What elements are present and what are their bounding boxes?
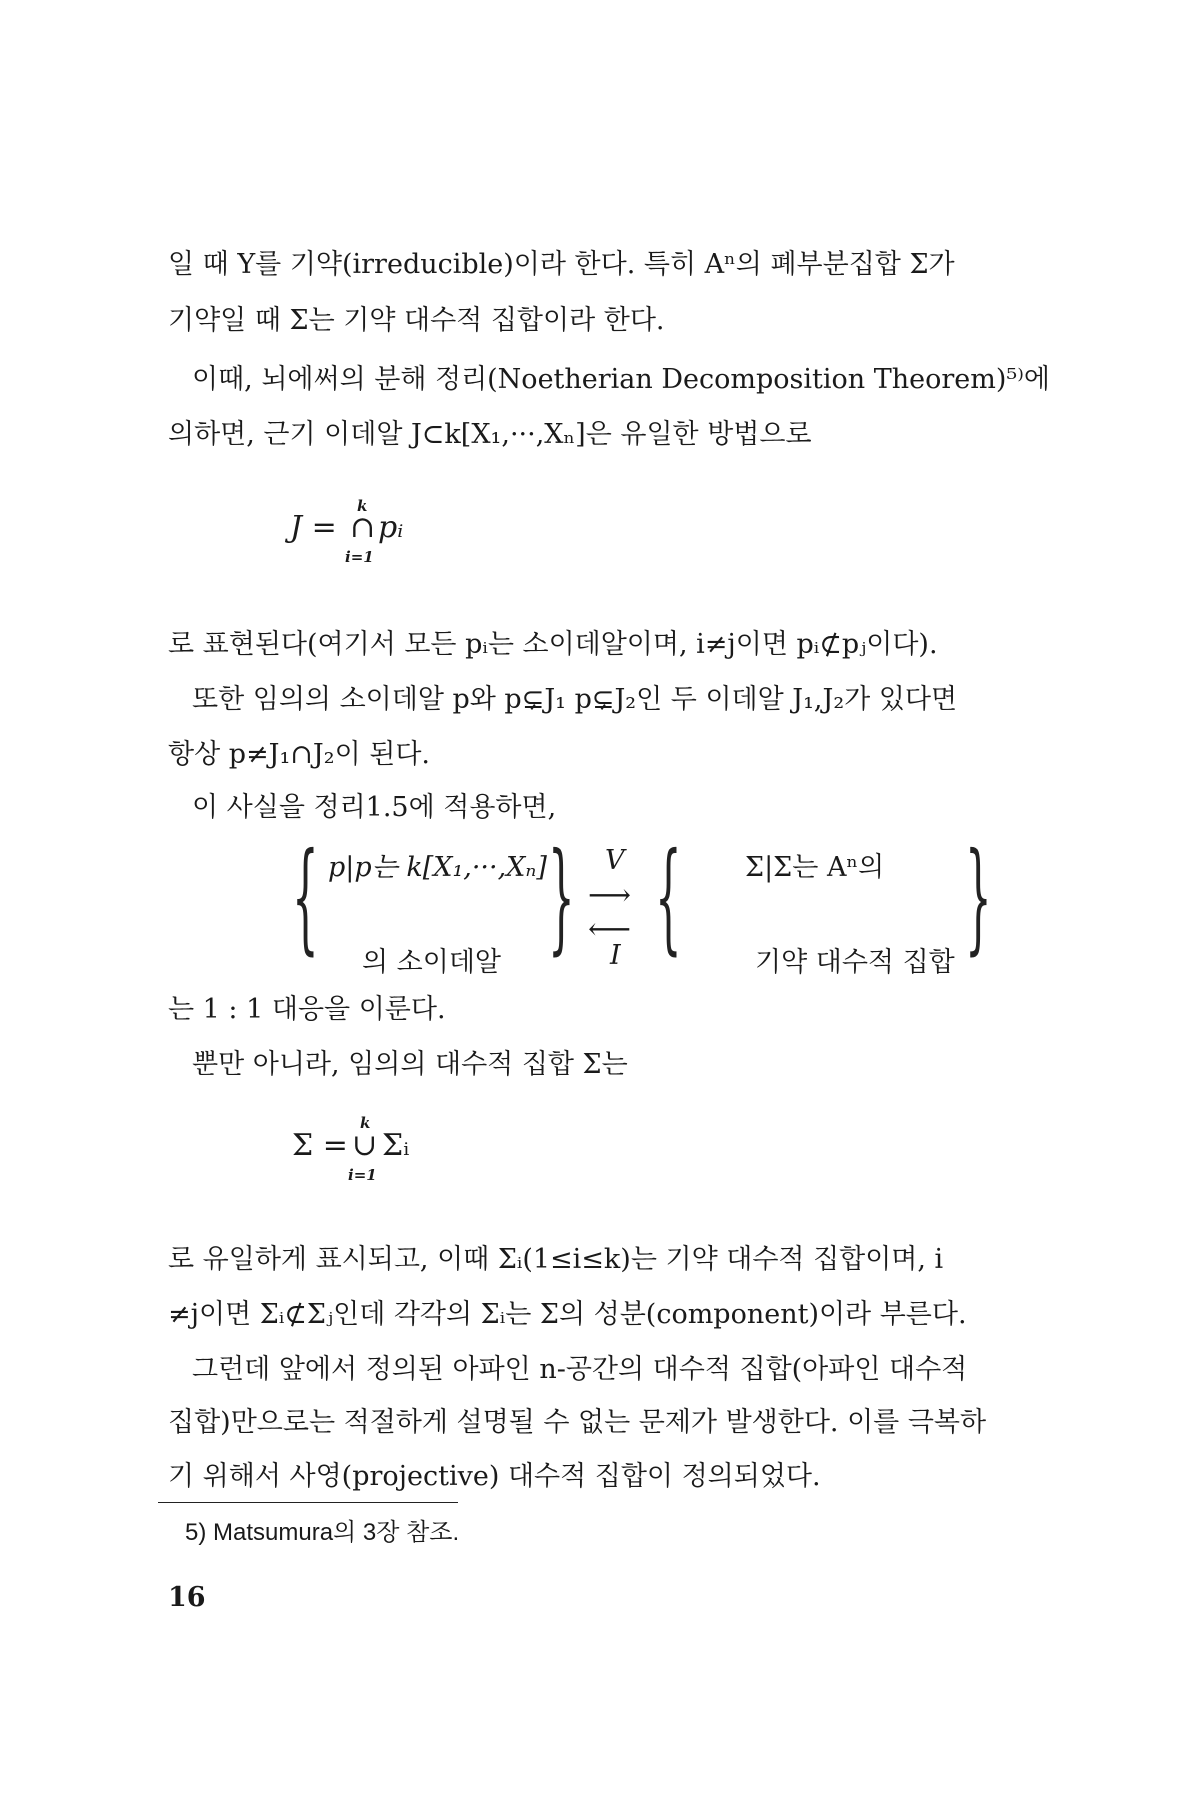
text-line: 로 유일하게 표시되고, 이때 Σᵢ(1≤i≤k)는 기약 대수적 집합이며, i xyxy=(168,1244,944,1275)
text-line: 그런데 앞에서 정의된 아파인 n-공간의 대수적 집합(아파인 대수적 xyxy=(192,1354,968,1385)
text-line: 일 때 Y를 기약(irreducible)이라 한다. 특히 Aⁿ의 폐부분집합 Σ가 xyxy=(168,249,955,280)
text-line: 이 사실을 정리1.5에 적용하면, xyxy=(192,792,557,823)
arrow-label-i: I xyxy=(610,940,621,971)
text-line: 집합)만으로는 적절하게 설명될 수 없는 문제가 발생한다. 이를 극복하 xyxy=(168,1407,987,1438)
right-close-brace: } xyxy=(965,828,992,967)
formula-lhs: Σ = xyxy=(292,1128,348,1163)
text-line: 의하면, 근기 이데알 J⊂k[X₁,···,Xₙ]은 유일한 방법으로 xyxy=(168,419,812,450)
text-line: 로 표현된다(여기서 모든 pᵢ는 소이데알이며, i≠j이면 pᵢ⊄pⱼ이다). xyxy=(168,629,938,660)
text-line: 항상 p≠J₁∩J₂이 된다. xyxy=(168,739,430,770)
left-open-brace: { xyxy=(292,828,319,967)
formula-term: Σᵢ xyxy=(382,1128,410,1163)
left-set-bottom: 의 소이데알 xyxy=(362,947,501,978)
footnote: 5) Matsumura의 3장 참조. xyxy=(185,1519,460,1546)
page-number: 16 xyxy=(168,1582,206,1613)
footnote-divider xyxy=(158,1502,458,1503)
text-line: 이때, 뇌에써의 분해 정리(Noetherian Decomposition Theorem)⁵⁾에 xyxy=(192,364,1050,395)
text-line: ≠j이면 Σᵢ⊄Σⱼ인데 각각의 Σᵢ는 Σ의 성분(component)이라 부른다. xyxy=(168,1299,967,1330)
left-arrow: ⟵ xyxy=(588,912,632,947)
lower-limit: i=1 xyxy=(345,548,374,566)
text-line: 뿐만 아니라, 임의의 대수적 집합 Σ는 xyxy=(192,1049,628,1080)
right-open-brace: { xyxy=(655,828,682,967)
text-line: 는 1 : 1 대응을 이룬다. xyxy=(168,994,446,1025)
right-set-bottom: 기약 대수적 집합 xyxy=(755,947,955,978)
upper-limit: k xyxy=(360,1114,371,1132)
left-close-brace: } xyxy=(548,828,575,967)
left-set-top: p|p는 k[X₁,···,Xₙ] xyxy=(328,852,547,883)
intersection-operator: ∩ xyxy=(350,510,376,545)
right-set-top: Σ|Σ는 Aⁿ의 xyxy=(745,852,885,883)
arrow-label-v: V xyxy=(605,845,625,876)
union-operator: ∪ xyxy=(352,1128,378,1163)
formula-term: pᵢ xyxy=(378,510,404,545)
formula-lhs: J = xyxy=(290,510,337,545)
text-line: 또한 임의의 소이데알 p와 p⊊J₁ p⊊J₂인 두 이데알 J₁,J₂가 있다면 xyxy=(192,684,958,715)
lower-limit: i=1 xyxy=(348,1166,377,1184)
right-arrow: ⟶ xyxy=(588,878,632,913)
text-line: 기약일 때 Σ는 기약 대수적 집합이라 한다. xyxy=(168,305,665,336)
upper-limit: k xyxy=(357,497,368,515)
text-line: 기 위해서 사영(projective) 대수적 집합이 정의되었다. xyxy=(168,1461,821,1492)
